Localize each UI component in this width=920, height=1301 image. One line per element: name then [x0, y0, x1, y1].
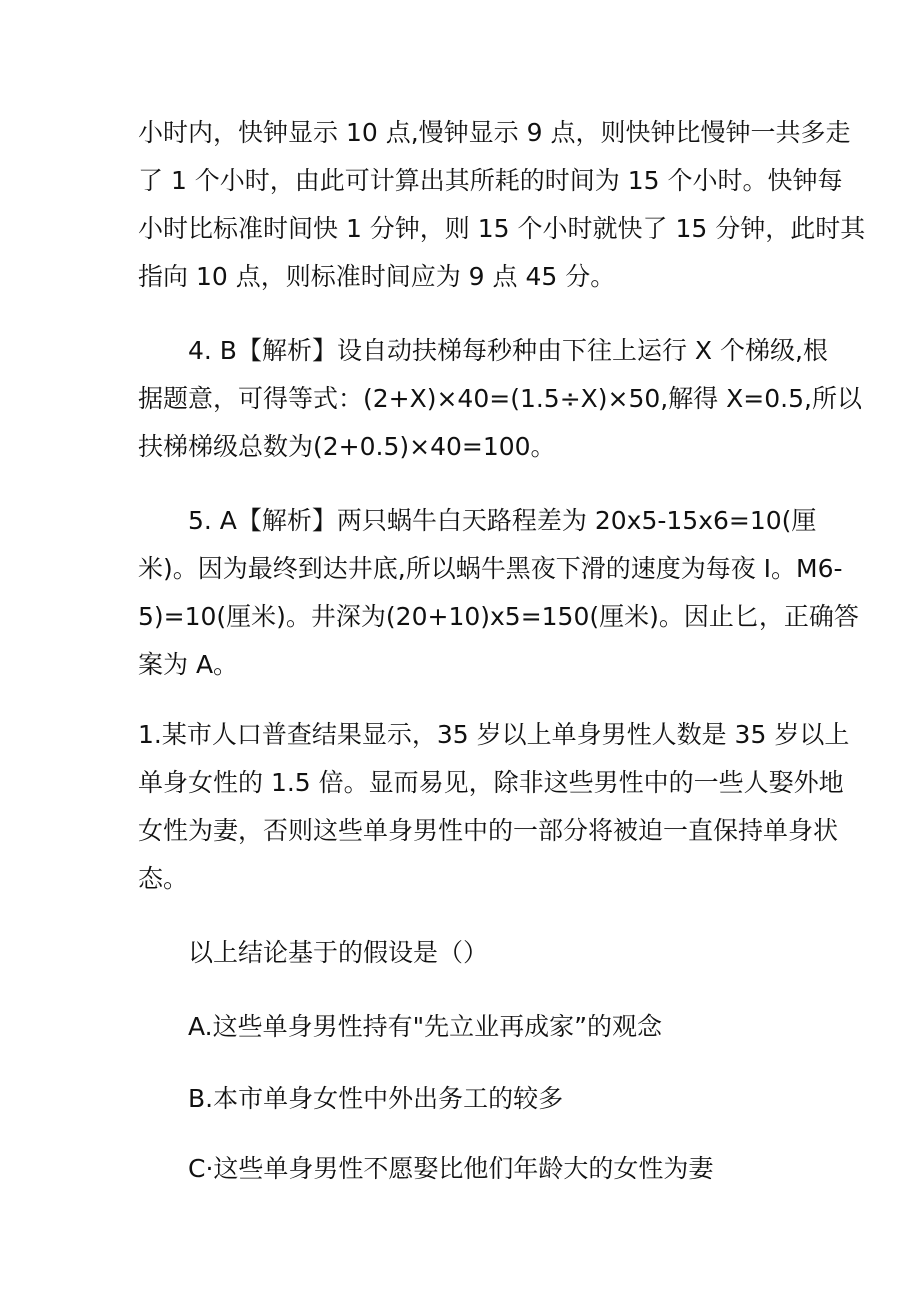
answer-5-line: 5)=10(厘米)。井深为(20+10)x5=150(厘米)。因止匕，正确答	[138, 602, 859, 631]
question-1-line: 女性为妻，否则这些单身男性中的一部分将被迫一直保持单身状	[138, 816, 839, 845]
option-c: C·这些单身男性不愿娶比他们年龄大的女性为妻	[188, 1154, 714, 1183]
paragraph-line: 了 1 个小时，由此可计算出其所耗的时间为 15 个小时。快钟每	[138, 166, 843, 195]
answer-5-line: 案为 A。	[138, 650, 239, 679]
question-1-line: 单身女性的 1.5 倍。显而易见，除非这些男性中的一些人娶外地	[138, 768, 844, 797]
question-prompt: 以上结论基于的假设是（）	[188, 938, 489, 967]
answer-4-line: 扶梯梯级总数为(2+0.5)×40=100。	[138, 432, 556, 461]
answer-5-line: 米)。因为最终到达井底,所以蜗牛黑夜下滑的速度为每夜 I。M6-	[138, 554, 843, 583]
paragraph-line: 小时比标准时间快 1 分钟，则 15 个小时就快了 15 分钟，此时其	[138, 214, 866, 243]
answer-4-line: 4. B【解析】设自动扶梯每秒种由下往上运行 X 个梯级,根	[188, 336, 828, 365]
option-a: A.这些单身男性持有"先立业再成家”的观念	[188, 1012, 663, 1041]
question-1-line: 1.某市人口普查结果显示，35 岁以上单身男性人数是 35 岁以上	[138, 720, 850, 749]
answer-4-line: 据题意，可得等式：(2+X)×40=(1.5÷X)×50,解得 X=0.5,所以	[138, 384, 862, 413]
paragraph-line: 小时内，快钟显示 10 点,慢钟显示 9 点，则快钟比慢钟一共多走	[138, 118, 851, 147]
paragraph-line: 指向 10 点，则标准时间应为 9 点 45 分。	[138, 262, 616, 291]
answer-5-line: 5. A【解析】两只蜗牛白天路程差为 20x5-15x6=10(厘	[188, 506, 817, 535]
option-b: B.本市单身女性中外出务工的较多	[188, 1084, 564, 1113]
question-1-line: 态。	[138, 864, 189, 893]
